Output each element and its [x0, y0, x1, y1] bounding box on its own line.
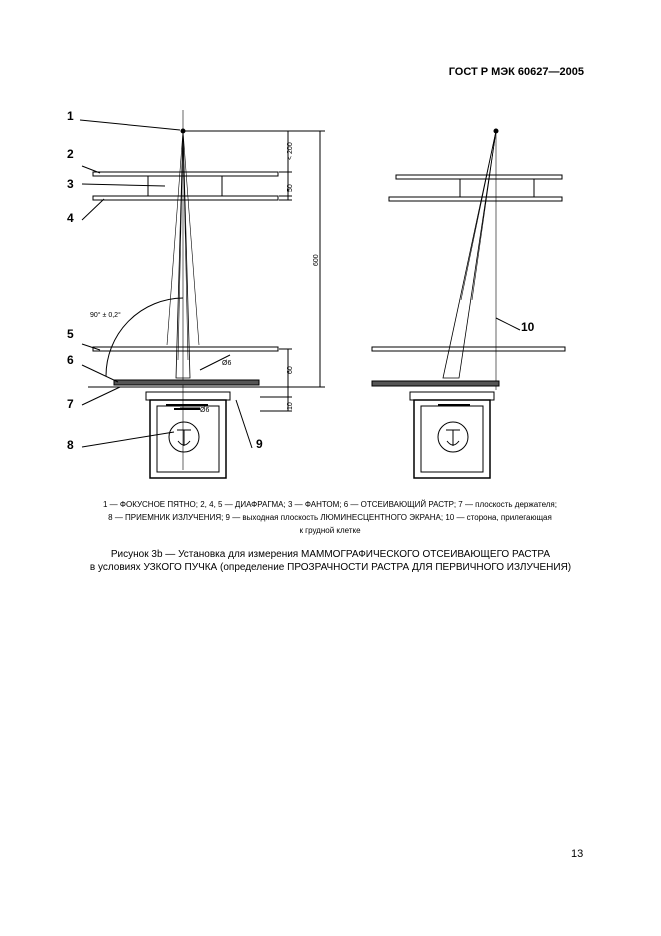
right-diaphragm-top — [396, 175, 562, 179]
leader-7 — [82, 387, 120, 405]
callout-5: 5 — [67, 327, 74, 341]
receptor-outer-left — [150, 400, 226, 478]
callout-2: 2 — [67, 147, 74, 161]
callout-8: 8 — [67, 438, 74, 452]
callout-1: 1 — [67, 109, 74, 123]
legend-line-1: 1 — ФОКУСНОЕ ПЯТНО; 2, 4, 5 — ДИАФРАГМА; 3 — ФАНТОМ; 6 — ОТСЕИВАЮЩИЙ РАСТР; 7 — плоскость держателя; — [103, 500, 557, 509]
diaphragm-5 — [93, 347, 278, 351]
callout-9: 9 — [256, 437, 263, 451]
dim-diameter-top: Ø6 — [222, 360, 232, 367]
callout-6: 6 — [67, 353, 74, 367]
leader-2 — [82, 166, 100, 173]
right-diaphragm-mid — [389, 197, 562, 201]
dim-60: 60 — [287, 366, 294, 374]
leader-10 — [496, 318, 520, 330]
diaphragm-2 — [93, 172, 278, 176]
leader-6 — [82, 365, 118, 382]
figure-legend — [55, 498, 605, 537]
antiscatter-grid-right — [372, 381, 499, 386]
legend-line-2: 8 — ПРИЕМНИК ИЗЛУЧЕНИЯ; 9 — выходная плоскость ЛЮМИНЕСЦЕНТНОГО ЭКРАНА; 10 — сторона, прилегающая — [108, 513, 552, 522]
dim-200: < 200 — [287, 142, 294, 160]
leader-9 — [236, 400, 252, 448]
caption-line-2: в условиях УЗКОГО ПУЧКА (определение ПРОЗРАЧНОСТИ РАСТРА ДЛЯ ПЕРВИЧНОГО ИЗЛУЧЕНИЯ) — [89, 562, 572, 573]
leader-8 — [82, 432, 174, 447]
dim-600: 600 — [313, 254, 320, 266]
dim-10: 10 — [287, 402, 294, 410]
legend-line-3: к грудной клетке — [299, 526, 361, 535]
receptor-outer-right — [414, 400, 490, 478]
leader-1 — [80, 120, 180, 130]
leader-4 — [82, 199, 104, 220]
dim-50: 50 — [287, 184, 294, 192]
antiscatter-grid-left — [114, 380, 259, 385]
dim-angle: 90° ± 0,2° — [90, 312, 121, 319]
standard-header: ГОСТ Р МЭК 60627—2005 — [448, 66, 584, 78]
receptor-inner-left — [157, 406, 219, 472]
angle-arc — [106, 298, 183, 376]
diaphragm-4 — [93, 196, 278, 200]
caption-line-1: Рисунок 3b — Установка для измерения МАММОГРАФИЧЕСКОГО ОТСЕИВАЮЩЕГО РАСТРА — [110, 549, 551, 560]
callout-4: 4 — [67, 211, 74, 225]
callout-10: 10 — [521, 320, 535, 334]
right-diaphragm-bottom — [372, 347, 565, 351]
page-number: 13 — [571, 848, 584, 860]
receptor-lid-right — [410, 392, 494, 400]
figure-caption — [40, 548, 621, 574]
callout-7: 7 — [67, 397, 74, 411]
callout-3: 3 — [67, 177, 74, 191]
dim-diameter-bottom: Ø6 — [200, 407, 210, 414]
leader-3 — [82, 184, 165, 186]
receptor-lid-left — [146, 392, 230, 400]
receptor-inner-right — [421, 406, 483, 472]
